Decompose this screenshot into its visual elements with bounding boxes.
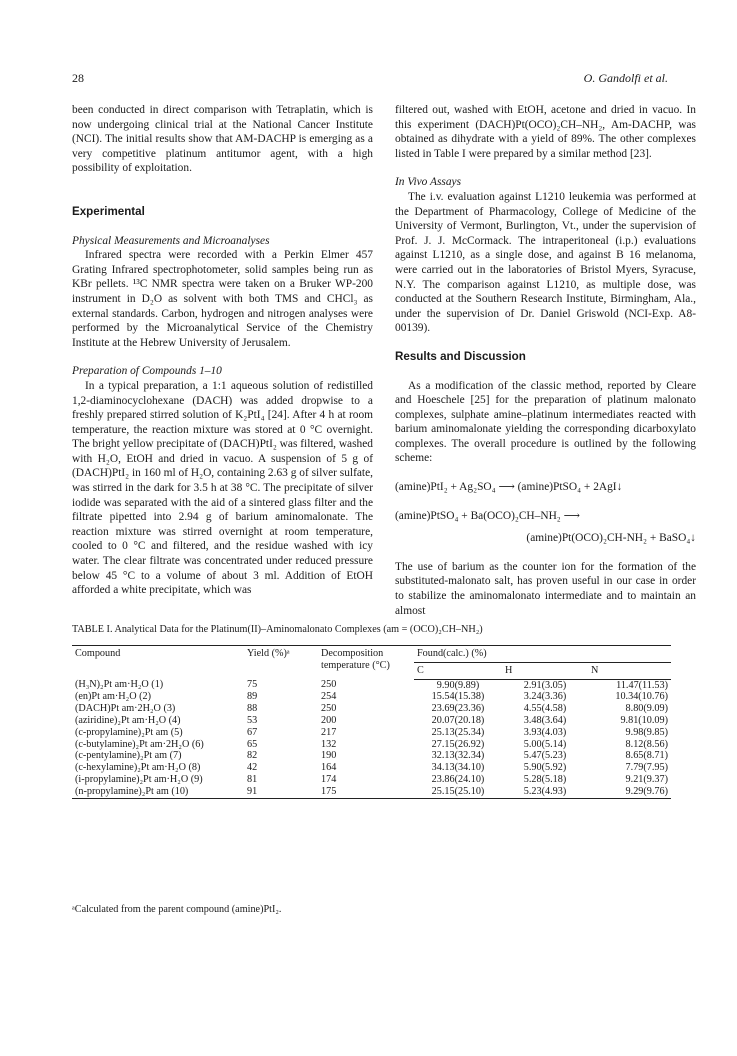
table-cell-compound: (n-propylamine)₂Pt am (10): [72, 786, 244, 798]
table-row: [72, 786, 671, 798]
right-column: [395, 103, 696, 618]
preparation-paragraph: In a typical preparation, a 1:1 aqueous solution of redistilled 1,2-diaminocyclohexane (DACH) was added dropwise to a freshly prepared stirred solution of K₂PtI₄ [24]. After 4 h at room temperature, the reaction mixture was stored at 0 °C overnight. The bright yellow precipitate of (DACH)PtI₂ was filtered, washed with H₂O, EtOH and dried in vacuo. A suspension of 5 g of (DACH)PtI₂ in 160 ml of H₂O, containing 2.63 g of silver sulfate, was stirred in the dark for 3.5 h at 38 °C. The precipitate of silver iodide was separated with the aid of a sintered glass filter and the filtrate pipetted into 2.94 g of barium aminomalonate. The reaction mixture was stirred overnight at room temperature, cooled to 0 °C and filtered, and the residue washed with icy water. The clear filtrate was concentrated under reduced pressure below 45 °C to a volume of about 3 ml. Addition of EtOH afforded a white precipitate, which was: [72, 379, 373, 597]
table-cell-c: 34.13(34.10): [431, 762, 485, 774]
table-row: [72, 762, 671, 774]
table-cell-compound: (H₃N)₂Pt am·H₂O (1): [75, 679, 164, 691]
table-cell-n: 7.79(7.95): [625, 762, 668, 774]
table-cell-n: 8.12(8.56): [625, 738, 668, 750]
col-header-n: N: [588, 662, 671, 679]
table-cell-n: 9.81(10.09): [620, 714, 668, 726]
table-cell-c: 27.15(26.92): [431, 738, 485, 750]
physical-measurements-heading: Physical Measurements and Microanalyses: [72, 234, 270, 247]
table-cell-compound: (c-butylamine)₂Pt am·2H₂O (6): [75, 738, 204, 750]
reaction-equation-2-line-2: (amine)Pt(OCO)₂CH-NH₂ + BaSO₄↓: [526, 532, 696, 545]
table-row: [72, 715, 671, 727]
table-row: [72, 703, 671, 715]
analytical-data-table: [72, 645, 671, 799]
table-cell-yield: 53: [247, 714, 258, 726]
table-cell-decomp: 250: [321, 703, 337, 715]
preparation-heading: Preparation of Compounds 1–10: [72, 365, 222, 378]
results-paragraph: As a modification of the classic method, reported by Cleare and Hoeschele [25] for the preparation of platinum malonato complexes, sulphate amine–platinum intermediates reacted with barium aminomalonate yielding the corresponding dicarboxylato complexes. The overall procedure is outlined by the following scheme:: [395, 379, 696, 465]
left-column: [72, 103, 373, 598]
table-row: [72, 691, 671, 703]
table-cell-c: 23.69(23.36): [431, 703, 485, 715]
table-cell-n: 9.29(9.76): [588, 786, 671, 798]
table-cell-decomp: 190: [321, 750, 337, 762]
table-cell-h: 5.00(5.14): [523, 738, 567, 750]
table-cell-yield: 81: [247, 773, 258, 785]
table-cell-decomp: 164: [321, 762, 337, 774]
table-cell-yield: 91: [244, 786, 318, 798]
reaction-equation-1: (amine)PtI₂ + Ag₂SO₄ ⟶ (amine)PtSO₄ + 2AgI↓: [395, 481, 623, 494]
table-cell-decomp: 175: [318, 786, 414, 798]
table-cell-h: 3.93(4.03): [523, 726, 567, 738]
table-cell-c: 32.13(32.34): [431, 750, 485, 762]
table-cell-compound: (c-propylamine)₂Pt am (5): [75, 726, 183, 738]
col-header-yield: Yield (%)ᵃ: [244, 646, 318, 680]
in-vivo-heading: In Vivo Assays: [395, 176, 462, 189]
table-cell-h: 5.47(5.23): [523, 750, 567, 762]
running-header-authors: O. Gandolfi et al.: [583, 71, 668, 85]
in-vivo-paragraph: The i.v. evaluation against L1210 leukemia was performed at the Department of Pharmacology, College of Medicine of the University of Vermont, Burlington, Vt., under the supervision of Prof. J. J. McCormack. The intraperitoneal (i.p.) evaluations against L1210, as a single dose, and against B 16 melanoma, were carried out in the laboratories of Bristol Myers, Syracuse, N.Y. The comparison against L1210, as multiple dose, was conducted at the Southern Research Institute, Birmingham, Ala., under the supervision of Dr. Daniel Griswold (NCI-Exp. A8-00139).: [395, 190, 696, 335]
col-header-decomposition: Decomposition temperature (°C): [318, 646, 414, 680]
table-cell-h: 3.24(3.36): [523, 691, 567, 703]
table-row: [72, 750, 671, 762]
table-cell-compound: (c-pentylamine)₂Pt am (7): [75, 750, 182, 762]
table-cell-n: 10.34(10.76): [615, 691, 668, 703]
table-cell-yield: 67: [247, 726, 258, 738]
table-cell-yield: 89: [247, 691, 258, 703]
table-cell-compound: (i-propylamine)₂Pt am·H₂O (9): [75, 773, 203, 785]
table-cell-h: 5.90(5.92): [523, 762, 567, 774]
table-cell-yield: 88: [247, 703, 258, 715]
table-cell-n: 9.98(9.85): [625, 726, 668, 738]
page-number: 28: [72, 71, 84, 85]
table-cell-compound: (aziridine)₂Pt am·H₂O (4): [75, 714, 181, 726]
table-footnote: ᵃCalculated from the parent compound (amine)PtI₂.: [72, 904, 282, 915]
table-cell-n: 8.80(9.09): [625, 703, 668, 715]
reaction-equation-2-line-1: (amine)PtSO₄ + Ba(OCO)₂CH–NH₂ ⟶: [395, 509, 580, 522]
table-cell-compound: (c-hexylamine)₂Pt am·H₂O (8): [75, 762, 201, 774]
physical-measurements-paragraph: Infrared spectra were recorded with a Perkin Elmer 457 Grating Infrared spectrophotometer, solid samples being run as KBr pellets. ¹³C NMR spectra were taken on a Bruker WP-200 instrument in D₂O as solvent with both TMS and CHCl₃ as external standards. Carbon, hydrogen and nitrogen analyses were performed by the Microanalytical Service of the Chemistry Institute at the Hebrew University of Jerusalem.: [72, 249, 373, 349]
table-cell-h: 2.91(3.05): [523, 679, 567, 691]
table-cell-yield: 42: [247, 762, 258, 774]
experimental-heading: Experimental: [72, 204, 145, 218]
col-header-found: Found(calc.) (%): [414, 646, 671, 663]
table-row: [72, 774, 671, 786]
table-cell-compound: (DACH)Pt am·2H₂O (3): [75, 703, 176, 715]
table-cell-n: 11.47(11.53): [616, 679, 668, 691]
table-row: [72, 727, 671, 739]
closing-paragraph: The use of barium as the counter ion for the formation of the substituted-malonato salt, has proven useful in our case in order to stabilize the aminomalonato intermediate and to maintain an almost: [395, 560, 696, 617]
table-cell-h: 3.48(3.64): [523, 714, 567, 726]
table-cell-h: 5.23(4.93): [502, 786, 588, 798]
table-cell-decomp: 200: [321, 714, 337, 726]
table-cell-decomp: 217: [321, 726, 337, 738]
table-cell-c: 15.54(15.38): [431, 691, 485, 703]
table-cell-c: 9.90(9.89): [436, 679, 480, 691]
table-cell-h: 4.55(4.58): [523, 703, 567, 715]
table-cell-yield: 65: [247, 738, 258, 750]
table-cell-c: 25.13(25.34): [431, 726, 485, 738]
col-header-h: H: [502, 662, 588, 679]
table-cell-yield: 82: [247, 750, 258, 762]
table-cell-yield: 75: [247, 679, 258, 691]
table-cell-h: 5.28(5.18): [523, 773, 567, 785]
table-cell-decomp: 250: [321, 679, 337, 691]
table-caption: TABLE I. Analytical Data for the Platinum(II)–Aminomalonato Complexes (am = (OCO)₂CH–NH₂): [72, 624, 483, 635]
table-cell-decomp: 132: [321, 738, 337, 750]
table-cell-c: 20.07(20.18): [431, 714, 485, 726]
table-row: [72, 739, 671, 751]
col-header-c: C: [414, 662, 502, 679]
table-cell-decomp: 174: [321, 773, 337, 785]
results-heading: Results and Discussion: [395, 349, 526, 363]
table-cell-n: 8.65(8.71): [625, 750, 668, 762]
table-cell-compound: (en)Pt am·H₂O (2): [75, 691, 151, 703]
intro-paragraph: been conducted in direct comparison with Tetraplatin, which is now undergoing clinical trial at the National Cancer Institute (NCI). The initial results show that AM-DACHP is emerging as a very competitive platinum antitumor agent, with a high possibility of exploitation.: [72, 104, 373, 175]
continuation-paragraph: filtered out, washed with EtOH, acetone and dried in vacuo. In this experiment (DACH)Pt(OCO)₂CH–NH₂, Am-DACHP, was obtained as dihydrate with a yield of 89%. The other complexes listed in Table I were prepared by a similar method [23].: [395, 104, 696, 160]
col-header-compound: Compound: [72, 646, 244, 680]
table-cell-c: 23.86(24.10): [431, 773, 485, 785]
table-cell-c: 25.15(25.10): [414, 786, 502, 798]
table-row: [72, 679, 671, 691]
table-cell-n: 9.21(9.37): [625, 773, 668, 785]
table-cell-decomp: 254: [321, 691, 337, 703]
